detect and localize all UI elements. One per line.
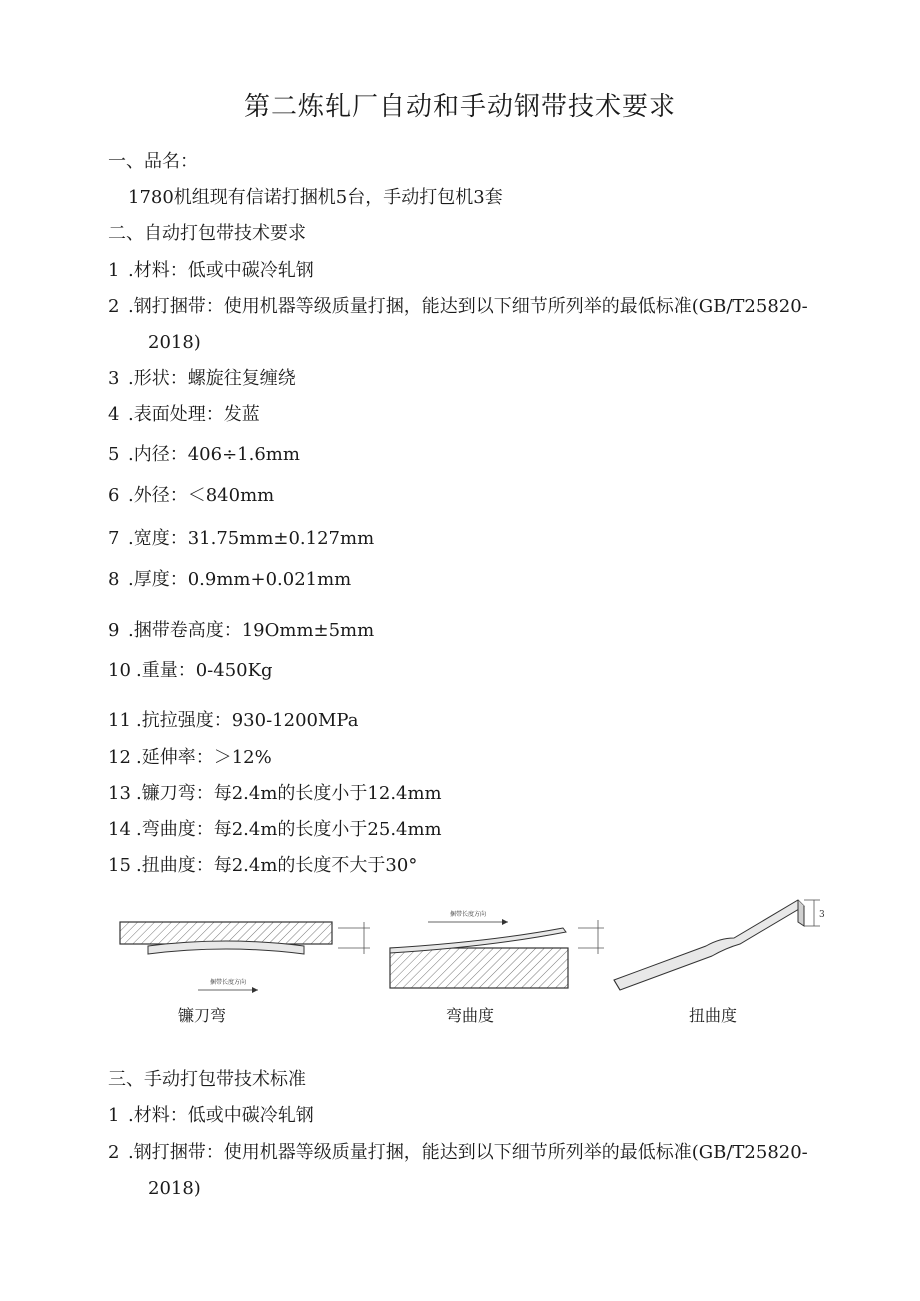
section3-item-1 [108,1104,314,1128]
deformation-diagrams [108,892,828,1002]
section2-item-2-continuation: 2018) [148,332,201,353]
item-number: 1 [108,260,120,281]
item-text: .弯曲度：每2.4m的长度小于25.4mm [136,819,442,840]
section2-item-10 [108,659,273,683]
item-number: 13 [108,783,131,804]
item-text: .延伸率：＞12% [136,747,272,768]
section2-item-9 [108,619,374,643]
section2-item-8 [108,568,351,592]
item-number: 5 [108,444,120,465]
item-text: .材料：低或中碳冷轧钢 [128,1105,314,1126]
item-text: .镰刀弯：每2.4m的长度小于12.4mm [136,783,442,804]
item-number: 8 [108,569,120,590]
item-number: 6 [108,485,120,506]
item-text: .钢打捆带：使用机器等级质量打捆，能达到以下细节所列举的最低标准(GB/T25820- [128,296,808,317]
section2-item-11 [108,709,358,733]
item-number: 1 [108,1105,120,1126]
section2-item-4 [108,403,260,427]
caption-bow: 弯曲度 [446,1006,495,1025]
caption-twist: 扭曲度 [689,1006,738,1025]
item-number: 2 [108,296,120,317]
bow-diagram [390,910,604,988]
section2-item-2 [108,295,808,319]
item-text: .扭曲度：每2.4m的长度不大于30° [136,855,418,876]
item-text: .外径：＜840mm [128,485,275,506]
item-number: 14 [108,819,131,840]
section3-item-2 [108,1141,808,1165]
item-text: .重量：0-450Kg [136,660,273,681]
section3-heading: 三、手动打包带技术标准 [108,1069,306,1090]
item-text: .捆带卷高度：19Omm±5mm [128,620,375,641]
length-direction-label-1: 捆带长度方向 [209,979,247,986]
section2-item-6 [108,484,274,508]
section2-item-14 [108,818,442,842]
item-text: .宽度：31.75mm±0.127mm [128,528,375,549]
item-text: .表面处理：发蓝 [128,404,260,425]
section2-heading: 二、自动打包带技术要求 [108,223,306,244]
item-number: 7 [108,528,120,549]
section2-item-15 [108,854,417,878]
camber-diagram [120,922,370,993]
section2-item-1 [108,259,314,283]
section3-item-2-continuation: 2018) [148,1178,201,1199]
section2-item-5 [108,443,300,467]
item-number: 9 [108,620,120,641]
section1-heading: 一、品名： [108,151,198,172]
item-text: .内径：406÷1.6mm [128,444,300,465]
item-number: 12 [108,747,131,768]
section1-content: 1780机组现有信诺打捆机5台，手动打包机3套 [128,187,503,208]
caption-camber: 镰刀弯 [178,1006,227,1025]
section2-item-13 [108,782,442,806]
twist-dimension-label: 3 [819,910,825,920]
item-text: .材料：低或中碳冷轧钢 [128,260,314,281]
twist-diagram [614,900,825,990]
document-title: 第二炼轧厂自动和手动钢带技术要求 [243,92,676,122]
item-number: 2 [108,1142,120,1163]
length-direction-label-2: 捆带长度方向 [449,911,487,918]
item-number: 11 [108,710,131,731]
item-number: 4 [108,404,120,425]
item-number: 10 [108,660,131,681]
item-number: 15 [108,855,131,876]
item-text: .抗拉强度：930-1200MPa [136,710,359,731]
item-number: 3 [108,368,120,389]
section2-item-3 [108,367,296,391]
item-text: .厚度：0.9mm+0.021mm [128,569,352,590]
item-text: .形状：螺旋往复缠绕 [128,368,296,389]
section2-item-7 [108,527,374,551]
item-text: .钢打捆带：使用机器等级质量打捆，能达到以下细节所列举的最低标准(GB/T25820- [128,1142,808,1163]
section2-item-12 [108,746,272,770]
